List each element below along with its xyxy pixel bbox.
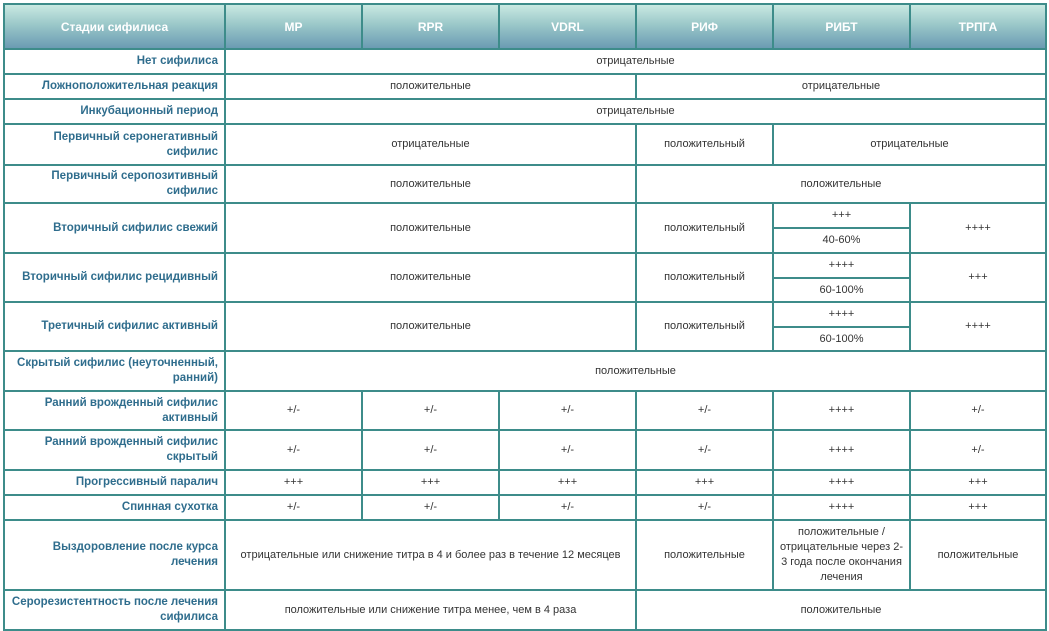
result-cell: положительные или снижение титра менее, чем в 4 раза xyxy=(225,590,636,630)
result-cell: отрицательные xyxy=(636,74,1046,99)
table-row xyxy=(4,430,1046,470)
result-cell: +/- xyxy=(225,495,362,520)
result-cell: +/- xyxy=(225,391,362,430)
stage-label: Нет сифилиса xyxy=(4,49,225,74)
stage-label: Вторичный сифилис свежий xyxy=(4,203,225,253)
result-cell: +++ xyxy=(910,253,1046,302)
result-cell: ++++ xyxy=(773,430,910,470)
result-cell: +/- xyxy=(499,430,636,470)
result-cell: положительные xyxy=(225,351,1046,391)
result-cell: +++ xyxy=(499,470,636,495)
header-trpga: ТРПГА xyxy=(910,4,1046,49)
stage-label: Третичный сифилис активный xyxy=(4,302,225,351)
result-cell: 60-100% xyxy=(773,278,910,302)
result-cell: положительные xyxy=(910,520,1046,590)
stage-label: Спинная сухотка xyxy=(4,495,225,520)
stage-label: Ранний врожденный сифилис активный xyxy=(4,391,225,430)
result-cell: отрицательные xyxy=(225,49,1046,74)
result-cell: +++ xyxy=(225,470,362,495)
stage-label: Скрытый сифилис (неуточненный, ранний) xyxy=(4,351,225,391)
table-row xyxy=(4,470,1046,495)
result-cell: +++ xyxy=(362,470,499,495)
table-row xyxy=(4,520,1046,590)
header-mr: МР xyxy=(225,4,362,49)
header-row xyxy=(4,4,1046,49)
table-row xyxy=(4,99,1046,124)
stage-label: Инкубационный период xyxy=(4,99,225,124)
table-row xyxy=(4,49,1046,74)
result-cell: положительный xyxy=(636,124,773,165)
table-row xyxy=(4,253,1046,278)
header-ribt: РИБТ xyxy=(773,4,910,49)
result-cell: ++++ xyxy=(773,495,910,520)
result-cell: положительные xyxy=(636,165,1046,203)
result-cell: ++++ xyxy=(910,302,1046,351)
table-row xyxy=(4,165,1046,203)
result-cell: +/- xyxy=(499,495,636,520)
result-cell: положительные xyxy=(636,520,773,590)
result-cell: положительные / отрицательные через 2-3 года после окончания лечения xyxy=(773,520,910,590)
result-cell: 60-100% xyxy=(773,327,910,351)
stage-label: Вторичный сифилис рецидивный xyxy=(4,253,225,302)
header-stage: Стадии сифилиса xyxy=(4,4,225,49)
result-cell: +/- xyxy=(910,430,1046,470)
result-cell: отрицательные xyxy=(225,124,636,165)
result-cell: положительные xyxy=(636,590,1046,630)
result-cell: ++++ xyxy=(773,391,910,430)
result-cell: отрицательные или снижение титра в 4 и более раз в течение 12 месяцев xyxy=(225,520,636,590)
header-rpr: RPR xyxy=(362,4,499,49)
result-cell: +/- xyxy=(499,391,636,430)
result-cell: +/- xyxy=(636,430,773,470)
result-cell: положительные xyxy=(225,302,636,351)
syphilis-serology-table xyxy=(3,3,1047,631)
header-rif: РИФ xyxy=(636,4,773,49)
result-cell: +/- xyxy=(362,495,499,520)
stage-label: Серорезистентность после лечения сифилиса xyxy=(4,590,225,630)
stage-label: Ложноположительная реакция xyxy=(4,74,225,99)
table-row xyxy=(4,351,1046,391)
result-cell: +/- xyxy=(636,391,773,430)
table-row xyxy=(4,495,1046,520)
result-cell: +/- xyxy=(362,430,499,470)
stage-label: Выздоровление после курса лечения xyxy=(4,520,225,590)
result-cell: +/- xyxy=(362,391,499,430)
result-cell: положительные xyxy=(225,203,636,253)
result-cell: положительные xyxy=(225,74,636,99)
table-row xyxy=(4,74,1046,99)
result-cell: +++ xyxy=(910,495,1046,520)
table-row xyxy=(4,124,1046,165)
result-cell: +/- xyxy=(636,495,773,520)
header-vdrl: VDRL xyxy=(499,4,636,49)
result-cell: ++++ xyxy=(773,253,910,278)
result-cell: +/- xyxy=(225,430,362,470)
table-row xyxy=(4,590,1046,630)
stage-label: Первичный серопозитивный сифилис xyxy=(4,165,225,203)
result-cell: +/- xyxy=(910,391,1046,430)
result-cell: отрицательные xyxy=(773,124,1046,165)
result-cell: +++ xyxy=(773,203,910,228)
result-cell: ++++ xyxy=(910,203,1046,253)
table-row xyxy=(4,391,1046,430)
result-cell: положительные xyxy=(225,165,636,203)
result-cell: +++ xyxy=(636,470,773,495)
result-cell: ++++ xyxy=(773,302,910,327)
result-cell: положительные xyxy=(225,253,636,302)
result-cell: положительный xyxy=(636,302,773,351)
result-cell: положительный xyxy=(636,253,773,302)
table-row xyxy=(4,203,1046,228)
stage-label: Первичный серонегативный сифилис xyxy=(4,124,225,165)
result-cell: ++++ xyxy=(773,470,910,495)
stage-label: Прогрессивный паралич xyxy=(4,470,225,495)
stage-label: Ранний врожденный сифилис скрытый xyxy=(4,430,225,470)
result-cell: +++ xyxy=(910,470,1046,495)
result-cell: 40-60% xyxy=(773,228,910,253)
table-row xyxy=(4,302,1046,327)
result-cell: положительный xyxy=(636,203,773,253)
result-cell: отрицательные xyxy=(225,99,1046,124)
